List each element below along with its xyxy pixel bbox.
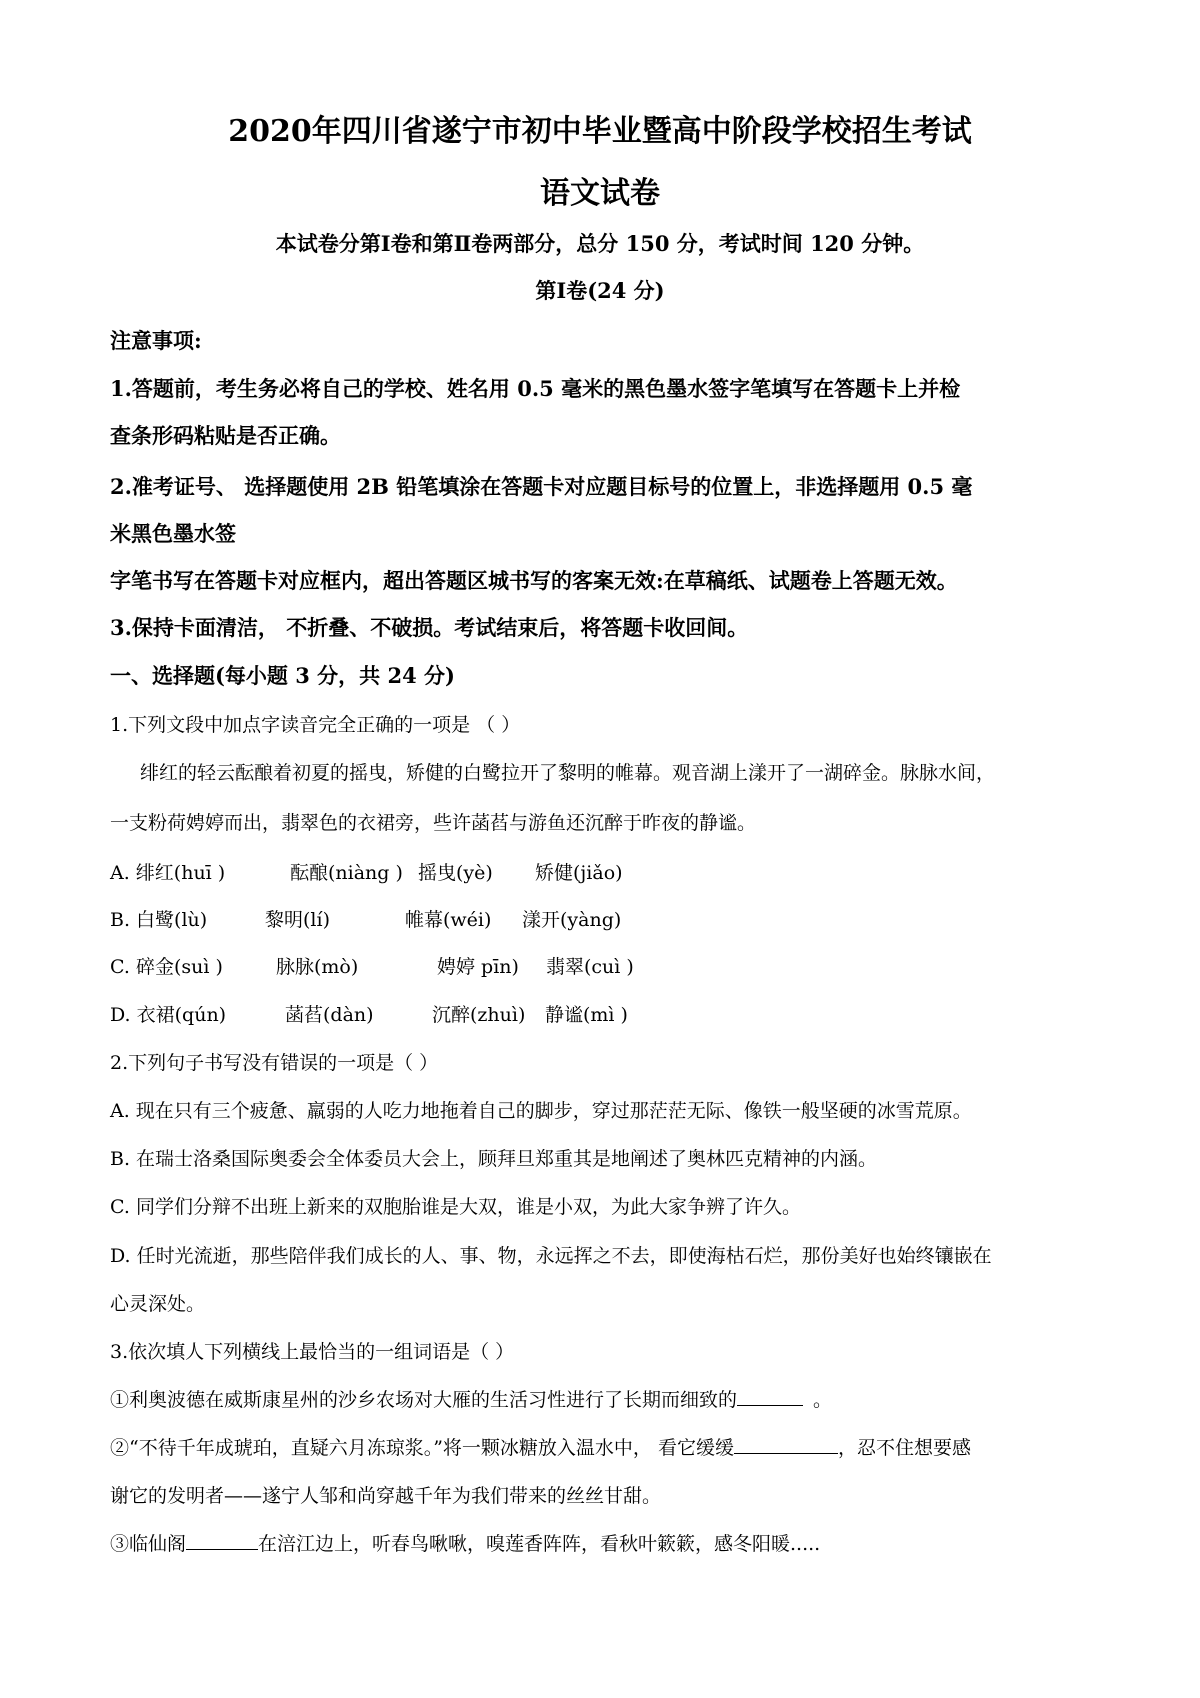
- exam-info: 本试卷分第Ⅰ卷和第Ⅱ卷两部分，总分 150 分，考试时间 120 分钟。: [275, 231, 925, 256]
- sentence-2-text: ②“不待千年成琥珀，直疑六月冻琼浆。”将一颗冰糖放入温水中， 看它缓缓: [110, 1437, 734, 1459]
- option-1a-item: A. 绯红(huī ): [110, 862, 226, 884]
- option-1c-item: 翡翠(cuì ): [546, 956, 634, 978]
- question-1-stem: 1.下列文段中加点字读音完全正确的一项是 （ ）: [110, 714, 521, 736]
- blank-2: [734, 1435, 838, 1454]
- note-2-line-2: 米黑色墨水签: [110, 521, 236, 546]
- option-1b-item: B. 白鹭(lù): [110, 909, 208, 931]
- option-1d-item: 沉醉(zhuì): [432, 1004, 526, 1026]
- question-2-stem: 2.下列句子书写没有错误的一项是（ ）: [110, 1052, 439, 1074]
- option-1a: [110, 858, 623, 885]
- option-1c-item: 娉婷 pīn): [437, 956, 519, 978]
- option-2d-line-1: D. 任时光流逝，那些陪伴我们成长的人、事、物，永远挥之不去，即使海枯石烂，那份美好也始终镶嵌在: [110, 1245, 992, 1267]
- option-1a-item: 摇曳(yè): [418, 862, 493, 884]
- option-1c-item: 脉脉(mò): [276, 956, 359, 978]
- notes-heading: 注意事项:: [110, 328, 202, 353]
- option-2b: B. 在瑞士洛桑国际奥委会全体委员大会上，顾拜旦郑重其是地阐述了奥林匹克精神的内涵。: [110, 1148, 878, 1170]
- exam-subtitle: 语文试卷: [540, 176, 660, 211]
- sentence-2-line-1: [110, 1433, 1100, 1460]
- blank-1: [737, 1387, 803, 1406]
- option-1b: [110, 905, 621, 932]
- part-heading: 第Ⅰ卷(24 分): [535, 278, 665, 303]
- note-1-line-2: 查条形码粘贴是否正确。: [110, 423, 341, 448]
- sentence-1: [110, 1385, 1100, 1412]
- section-heading: 一、选择题(每小题 3 分，共 24 分): [110, 663, 455, 688]
- option-1c: [110, 952, 634, 979]
- note-2-line-3: 字笔书写在答题卡对应框内，超出答题区城书写的客案无效:在草稿纸、试题卷上答题无效。: [110, 568, 958, 593]
- option-1a-item: 矫健(jiǎo): [535, 862, 623, 884]
- sentence-1-text: ①利奥波德在威斯康星州的沙乡农场对大雁的生活习性进行了长期而细致的: [110, 1389, 738, 1411]
- option-1a-item: 酝酿(niàng ): [290, 862, 403, 884]
- sentence-3-end: 在涪江边上，听春鸟啾啾，嗅莲香阵阵，看秋叶簌簌，感冬阳暖.....: [258, 1533, 821, 1555]
- sentence-2-end: ，忍不住想要感: [837, 1437, 971, 1459]
- question-1-passage-line-1: 绯红的轻云酝酿着初夏的摇曳，矫健的白鹭拉开了黎明的帷幕。观音湖上漾开了一湖碎金。脉脉水间，: [140, 762, 996, 784]
- note-2-line-1: 2.准考证号、 选择题使用 2B 铅笔填涂在答题卡对应题目标号的位置上，非选择题用 0.5 毫: [110, 474, 973, 499]
- option-1d-item: 菡萏(dàn): [285, 1004, 374, 1026]
- option-1b-item: 黎明(lí): [265, 909, 330, 931]
- note-1-line-1: 1.答题前，考生务必将自己的学校、姓名用 0.5 毫米的黑色墨水签字笔填写在答题卡上并检: [110, 376, 961, 401]
- question-3-stem: 3.依次填人下列横线上最恰当的一组词语是（ ）: [110, 1341, 515, 1363]
- sentence-3-text: ③临仙阁: [110, 1533, 187, 1555]
- option-2a: A. 现在只有三个疲惫、羸弱的人吃力地拖着自己的脚步，穿过那茫茫无际、像铁一般坚硬的冰雪荒原。: [110, 1100, 972, 1122]
- exam-title: 2020年四川省遂宁市初中毕业暨高中阶段学校招生考试: [228, 114, 972, 149]
- note-3: 3.保持卡面清洁， 不折叠、不破损。考试结束后，将答题卡收回间。: [110, 615, 749, 640]
- question-1-passage-line-2: 一支粉荷娉婷而出，翡翠色的衣裙旁，些许菡萏与游鱼还沉醉于昨夜的静谧。: [110, 812, 757, 834]
- option-1c-item: C. 碎金(suì ): [110, 956, 223, 978]
- option-1b-item: 漾开(yàng): [522, 909, 622, 931]
- option-1d: [110, 1000, 628, 1027]
- option-1d-item: 静谧(mì ): [545, 1004, 628, 1026]
- sentence-1-end: 。: [813, 1389, 833, 1411]
- option-1d-item: D. 衣裙(qún): [110, 1004, 227, 1026]
- option-2d-line-2: 心灵深处。: [110, 1293, 206, 1315]
- sentence-2-line-2: 谢它的发明者——遂宁人邹和尚穿越千年为我们带来的丝丝甘甜。: [110, 1485, 662, 1507]
- sentence-3: [110, 1529, 1100, 1556]
- option-1b-item: 帷幕(wéi): [405, 909, 492, 931]
- option-2c: C. 同学们分辩不出班上新来的双胞胎谁是大双，谁是小双，为此大家争辨了许久。: [110, 1196, 801, 1218]
- blank-3: [186, 1531, 258, 1550]
